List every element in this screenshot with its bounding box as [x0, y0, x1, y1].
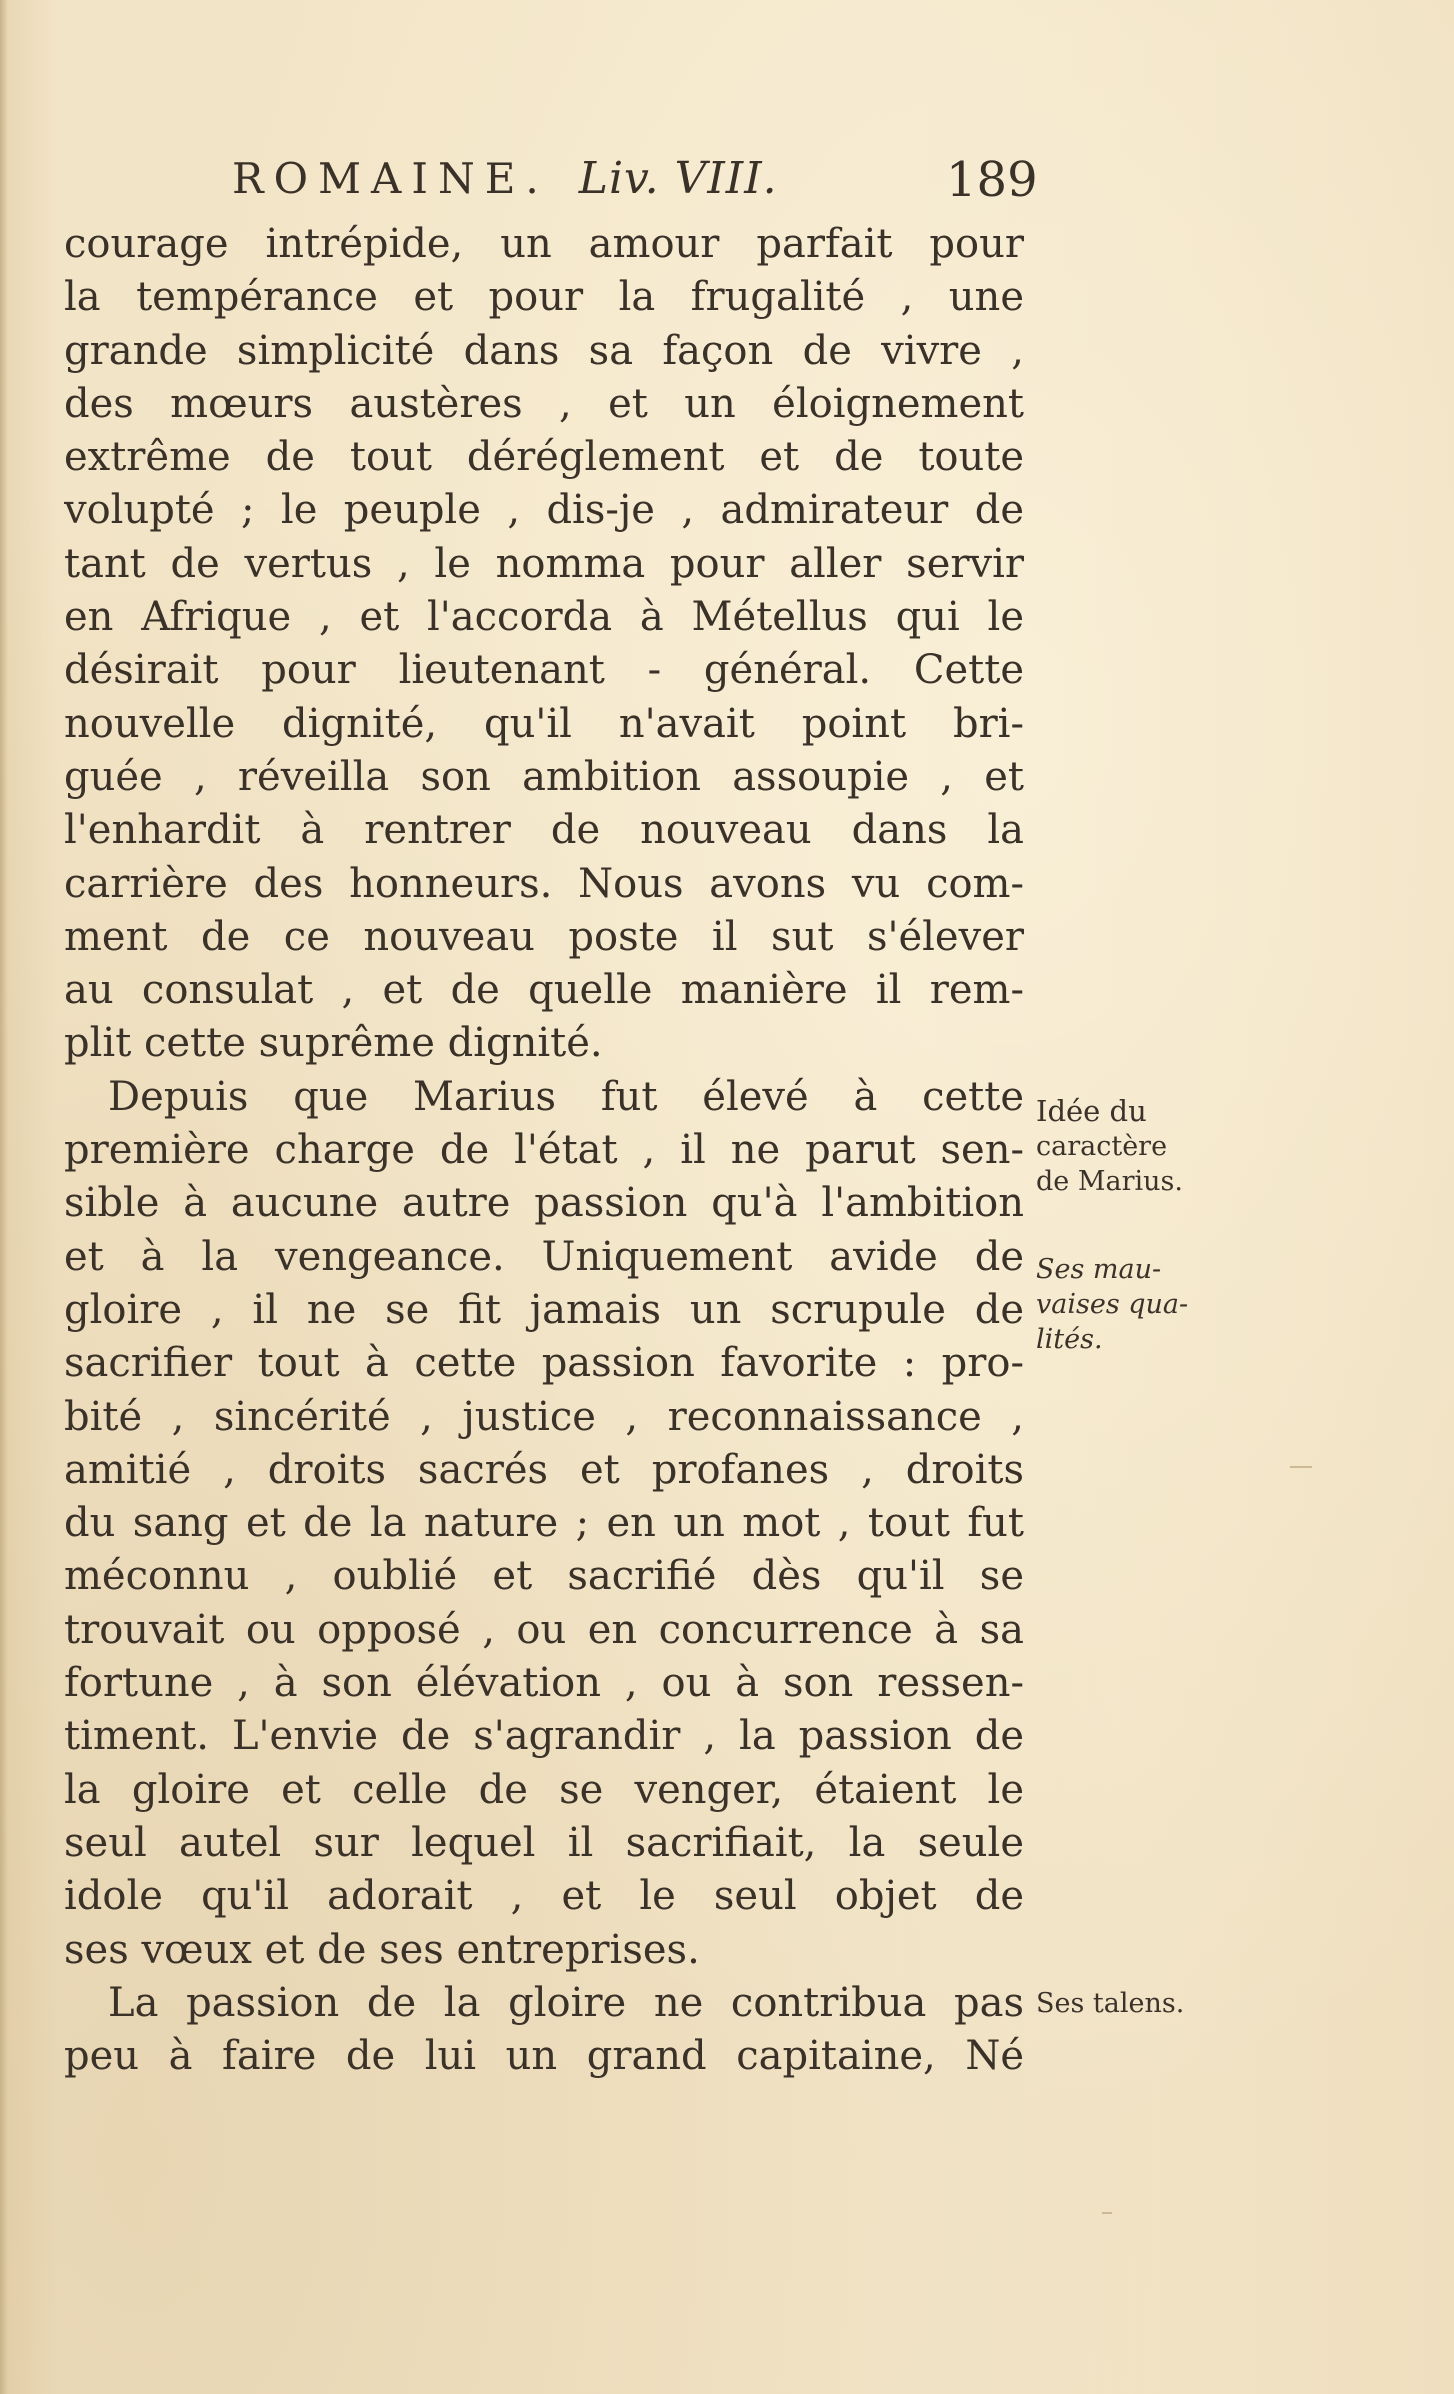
text-line: sacrifier tout à cette passion favorite : pro- — [64, 1340, 1024, 1387]
margin-note-line: Ses mau- — [1036, 1254, 1162, 1285]
text-line: l'enhardit à rentrer de nouveau dans la — [64, 807, 1024, 854]
text-line: guée , réveilla son ambition assoupie , et — [64, 753, 1024, 800]
margin-note-line: lités. — [1036, 1324, 1103, 1355]
text-line: peu à faire de lui un grand capitaine, Né — [64, 2033, 1024, 2080]
text-line: timent. L'envie de s'agrandir , la passion de — [64, 1713, 1024, 1760]
margin-note-talents — [1036, 1986, 1236, 2021]
page-edge-shadow — [0, 0, 8, 2394]
text-line: grande simplicité dans sa façon de vivre , — [64, 327, 1024, 374]
text-line: gloire , il ne se fit jamais un scrupule de — [64, 1286, 1024, 1333]
text-line: La passion de la gloire ne contribua pas — [108, 1979, 1024, 2026]
text-line: tant de vertus , le nomma pour aller servir — [64, 540, 1024, 587]
text-line: ment de ce nouveau poste il sut s'élever — [64, 913, 1024, 960]
text-line: plit cette suprême dignité. — [64, 1020, 603, 1067]
text-line: au consulat , et de quelle manière il rem- — [64, 967, 1024, 1014]
running-title: ROMAINE. — [232, 154, 549, 203]
running-header — [232, 148, 1032, 208]
text-line: méconnu , oublié et sacrifié dès qu'il se — [64, 1553, 1024, 1600]
text-line: courage intrépide, un amour parfait pour — [64, 221, 1024, 267]
text-line: volupté ; le peuple , dis-je , admirateur de — [64, 487, 1024, 534]
text-line: la gloire et celle de se venger, étaient le — [64, 1766, 1024, 1813]
margin-note-line: de Marius. — [1036, 1166, 1183, 1197]
text-line: des mœurs austères , et un éloignement — [64, 380, 1024, 427]
text-line: idole qu'il adorait , et le seul objet de — [64, 1873, 1024, 1920]
page-number: 189 — [946, 152, 1038, 208]
text-line: bité , sincérité , justice , reconnaissance , — [64, 1393, 1024, 1440]
text-line: ses vœux et de ses entreprises. — [64, 1926, 700, 1973]
book-number: Liv. VIII. — [578, 153, 778, 204]
text-line: extrême de tout déréglement et de toute — [64, 434, 1024, 481]
margin-note-line: Ses talens. — [1036, 1988, 1185, 2019]
text-line: première charge de l'état , il ne parut sen- — [64, 1127, 1024, 1174]
text-line: sible à aucune autre passion qu'à l'ambition — [64, 1180, 1024, 1227]
decorative-mark — [1102, 2212, 1112, 2214]
text-line: la tempérance et pour la frugalité , une — [64, 274, 1024, 321]
text-line: et à la vengeance. Uniquement avide de — [64, 1233, 1024, 1280]
text-line: du sang et de la nature ; en un mot , tout fut — [64, 1500, 1024, 1547]
text-line: trouvait ou opposé , ou en concurrence à sa — [64, 1606, 1024, 1653]
text-line: amitié , droits sacrés et profanes , droits — [64, 1446, 1024, 1493]
text-line: nouvelle dignité, qu'il n'avait point bri- — [64, 700, 1024, 747]
margin-note-character — [1036, 1094, 1236, 1199]
margin-note-line: vaises qua- — [1036, 1289, 1189, 1320]
text-line: en Afrique , et l'accorda à Métellus qui le — [64, 594, 1024, 641]
margin-note-line: Idée du — [1036, 1094, 1147, 1128]
text-line: fortune , à son élévation , ou à son ressen- — [64, 1660, 1024, 1707]
text-line: désirait pour lieutenant - général. Cette — [64, 647, 1024, 694]
decorative-mark — [1290, 1466, 1312, 1468]
text-line: Depuis que Marius fut élevé à cette — [108, 1073, 1024, 1120]
main-text-block — [64, 218, 1024, 2083]
text-line: carrière des honneurs. Nous avons vu com- — [64, 860, 1024, 907]
margin-note-vices — [1036, 1252, 1236, 1357]
margin-note-line: caractère — [1036, 1131, 1168, 1162]
text-line: seul autel sur lequel il sacrifiait, la seule — [64, 1819, 1024, 1866]
